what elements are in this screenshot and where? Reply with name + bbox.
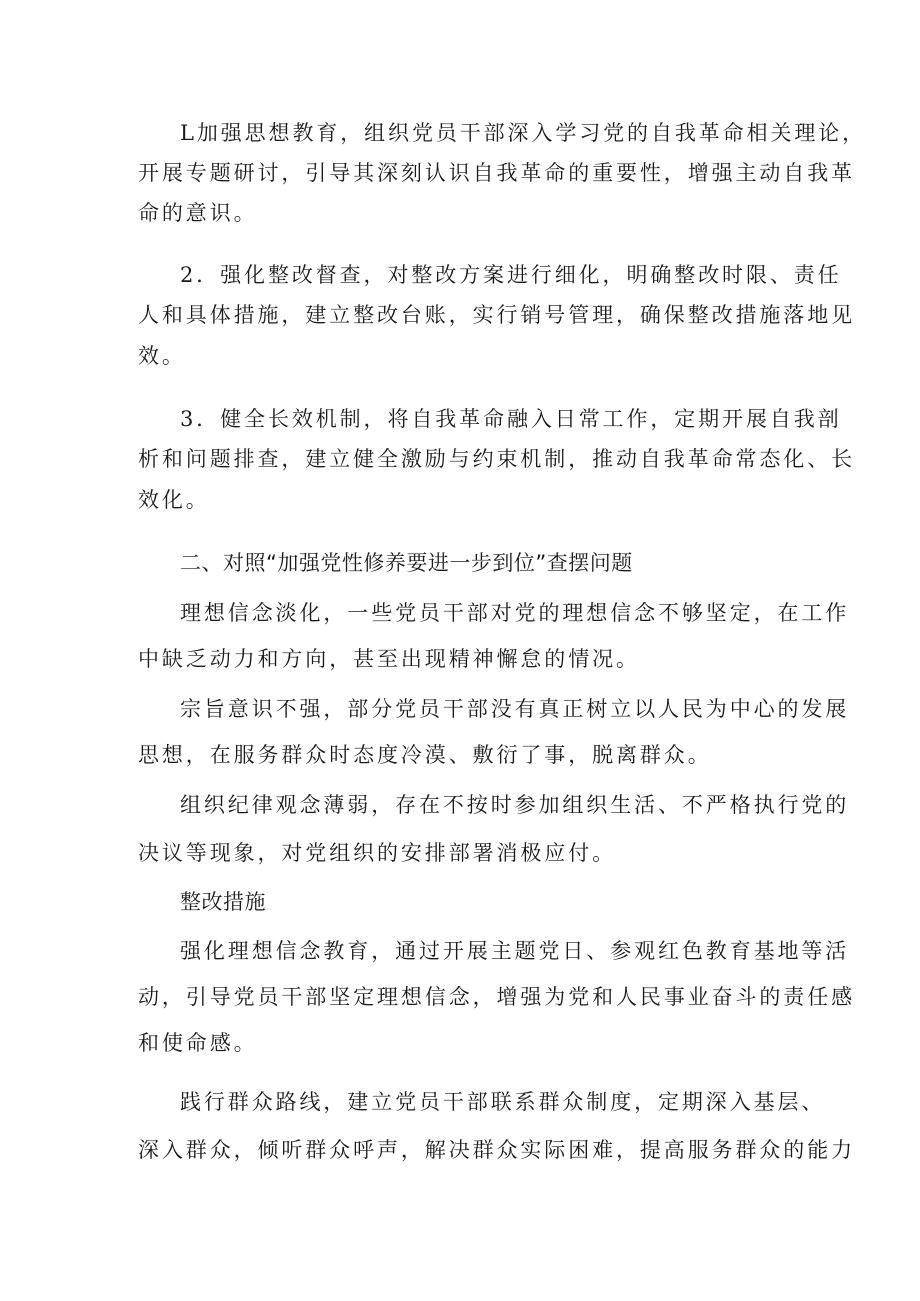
section-heading: 二、对照“加强党性修养要进一步到位”查摆问题 [180, 551, 633, 575]
paragraph-line: 组织纪律观念薄弱，存在不按时参加组织生活、不严格执行党的 [180, 793, 850, 817]
paragraph-line: 效化。 [138, 488, 210, 512]
paragraph-line: 动，引导党员干部坚定理想信念，增强为党和人民事业奋斗的责任感 [138, 985, 855, 1009]
paragraph-line: 深入群众，倾听群众呼声，解决群众实际困难，提高服务群众的能力 [138, 1138, 855, 1162]
paragraph-line: 3．健全长效机制，将自我革命融入日常工作，定期开展自我剖 [180, 407, 842, 431]
subsection-heading: 整改措施 [180, 890, 266, 914]
paragraph-line: 宗旨意识不强，部分党员干部没有真正树立以人民为中心的发展 [180, 697, 850, 721]
paragraph-line: 思想，在服务群众时态度冷漠、敷衍了事，脱离群众。 [138, 743, 712, 767]
paragraph-line: 理想信念淡化，一些党员干部对党的理想信念不够坚定，在工作 [180, 601, 850, 625]
paragraph-line: 析和问题排查，建立健全激励与约束机制，推动自我革命常态化、长 [138, 447, 855, 471]
paragraph-line: 和使命感。 [138, 1031, 258, 1055]
paragraph-line: 强化理想信念教育，通过开展主题党日、参观红色教育基地等活 [180, 939, 850, 963]
paragraph-line: 效。 [138, 344, 186, 368]
paragraph-line: 命的意识。 [138, 201, 258, 225]
paragraph-line: 决议等现象，对党组织的安排部署消极应付。 [138, 841, 616, 865]
paragraph-line: 人和具体措施，建立整改台账，实行销号管理，确保整改措施落地见 [138, 303, 855, 327]
paragraph-line: L加强思想教育，组织党员干部深入学习党的自我革命相关理论， [180, 121, 867, 145]
paragraph-line: 中缺乏动力和方向，甚至出现精神懈怠的情况。 [138, 647, 640, 671]
paragraph-line: 践行群众路线，建立党员干部联系群众制度，定期深入基层、 [180, 1090, 826, 1114]
paragraph-line: 开展专题研讨，引导其深刻认识自我革命的重要性，增强主动自我革 [138, 161, 855, 185]
paragraph-line: 2．强化整改督查，对整改方案进行细化，明确整改时限、责任 [180, 263, 842, 287]
